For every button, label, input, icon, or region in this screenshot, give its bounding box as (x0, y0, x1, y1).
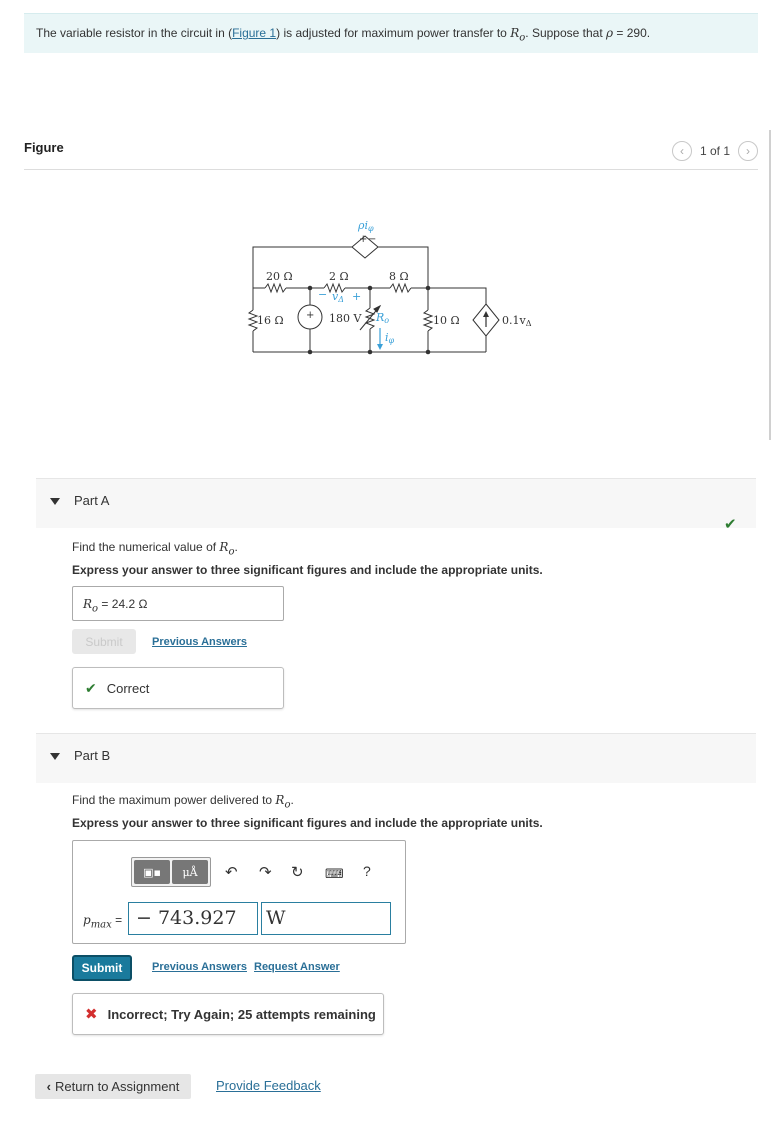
circuit-diagram (240, 210, 540, 360)
units-button[interactable]: μÅ (172, 860, 208, 884)
part-a-submit-button[interactable]: Submit (72, 629, 136, 654)
editor-toolbar-group (131, 857, 211, 887)
answer-editor (72, 840, 406, 944)
templates-button[interactable] (134, 860, 170, 884)
part-a-answer-field[interactable]: $R_o = 24.2$ Ω (72, 586, 284, 621)
figure-pager (672, 141, 758, 161)
scrollbar[interactable] (769, 130, 771, 440)
svg-text:16 Ω: 16 Ω (257, 314, 284, 327)
part-b-instruction: Express your answer to three significant figures and include the appropriate units. (72, 816, 543, 830)
svg-text:ρiφ: ρiφ (358, 219, 374, 233)
chevron-left-icon: ‹ (46, 1079, 52, 1094)
collapse-triangle-icon[interactable] (50, 753, 60, 760)
svg-text:+: + (352, 290, 362, 303)
svg-text:10 Ω: 10 Ω (433, 314, 460, 327)
divider (24, 169, 758, 170)
part-b-header[interactable] (36, 733, 756, 783)
part-b-submit-button[interactable]: Submit (72, 955, 132, 981)
pager-label: 1 of 1 (699, 144, 730, 158)
svg-text:0.1vΔ: 0.1vΔ (502, 314, 532, 328)
part-b-feedback: ✖ Incorrect; Try Again; 25 attempts remaining (72, 993, 384, 1035)
pmax-label: $p_{max}$ = (83, 913, 123, 931)
return-to-assignment-button[interactable]: ‹ Return to Assignment (35, 1074, 191, 1099)
chevron-right-icon: › (746, 144, 750, 158)
svg-text:20 Ω: 20 Ω (266, 270, 293, 283)
part-b-label: Part B (74, 748, 111, 763)
part-a-header[interactable] (36, 478, 756, 528)
svg-text:+: + (306, 310, 315, 321)
reset-icon[interactable]: ↻ (291, 864, 304, 881)
svg-text:+: + (359, 234, 368, 245)
part-a-instruction: Express your answer to three significant figures and include the appropriate units. (72, 563, 543, 577)
part-a-previous-answers-link[interactable]: Previous Answers (152, 636, 247, 648)
templates-icon: ▣▪ (143, 865, 161, 879)
redo-icon[interactable]: ↷ (259, 864, 272, 881)
keyboard-icon[interactable]: ⌨ (325, 866, 344, 881)
value-input[interactable]: − 743.927 (128, 902, 258, 935)
figure-title: Figure (24, 140, 64, 155)
chevron-left-icon: ‹ (679, 144, 684, 158)
part-b-question: Find the maximum power delivered to $R_o$. (72, 793, 294, 811)
svg-text:8 Ω: 8 Ω (389, 270, 409, 283)
prev-figure-button[interactable] (672, 141, 692, 161)
unit-input[interactable]: W (261, 902, 391, 935)
provide-feedback-link[interactable]: Provide Feedback (216, 1078, 321, 1093)
answer-value: 24.2 Ω (111, 597, 148, 611)
answer-label: $R_o$ (83, 597, 99, 615)
x-icon: ✖ (85, 1006, 98, 1023)
figure-link[interactable]: Figure 1 (232, 26, 277, 40)
request-answer-link[interactable]: Request Answer (254, 961, 340, 973)
undo-icon[interactable]: ↶ (225, 864, 238, 881)
part-b-previous-answers-link[interactable]: Previous Answers (152, 961, 247, 973)
checkmark-icon: ✔ (85, 679, 97, 696)
svg-text:180 V: 180 V (329, 312, 362, 325)
svg-text:Ro: Ro (376, 311, 390, 325)
svg-text:vΔ: vΔ (332, 290, 344, 304)
collapse-triangle-icon[interactable] (50, 498, 60, 505)
svg-text:iφ: iφ (385, 331, 395, 345)
part-a-question: Find the numerical value of $R_o$. (72, 540, 238, 558)
next-figure-button[interactable] (738, 141, 758, 161)
help-button[interactable]: ? (363, 863, 371, 879)
svg-text:2 Ω: 2 Ω (329, 270, 349, 283)
part-a-label: Part A (74, 493, 110, 508)
part-a-feedback: ✔ Correct (72, 667, 284, 709)
checkmark-icon: ✔ (724, 516, 737, 533)
svg-text:−: − (368, 234, 377, 245)
svg-text:−: − (318, 288, 328, 301)
problem-statement: The variable resistor in the circuit in (Figure 1) is adjusted for maximum power transfer to $R_o$. Suppose that ρ = 290. (24, 13, 758, 53)
